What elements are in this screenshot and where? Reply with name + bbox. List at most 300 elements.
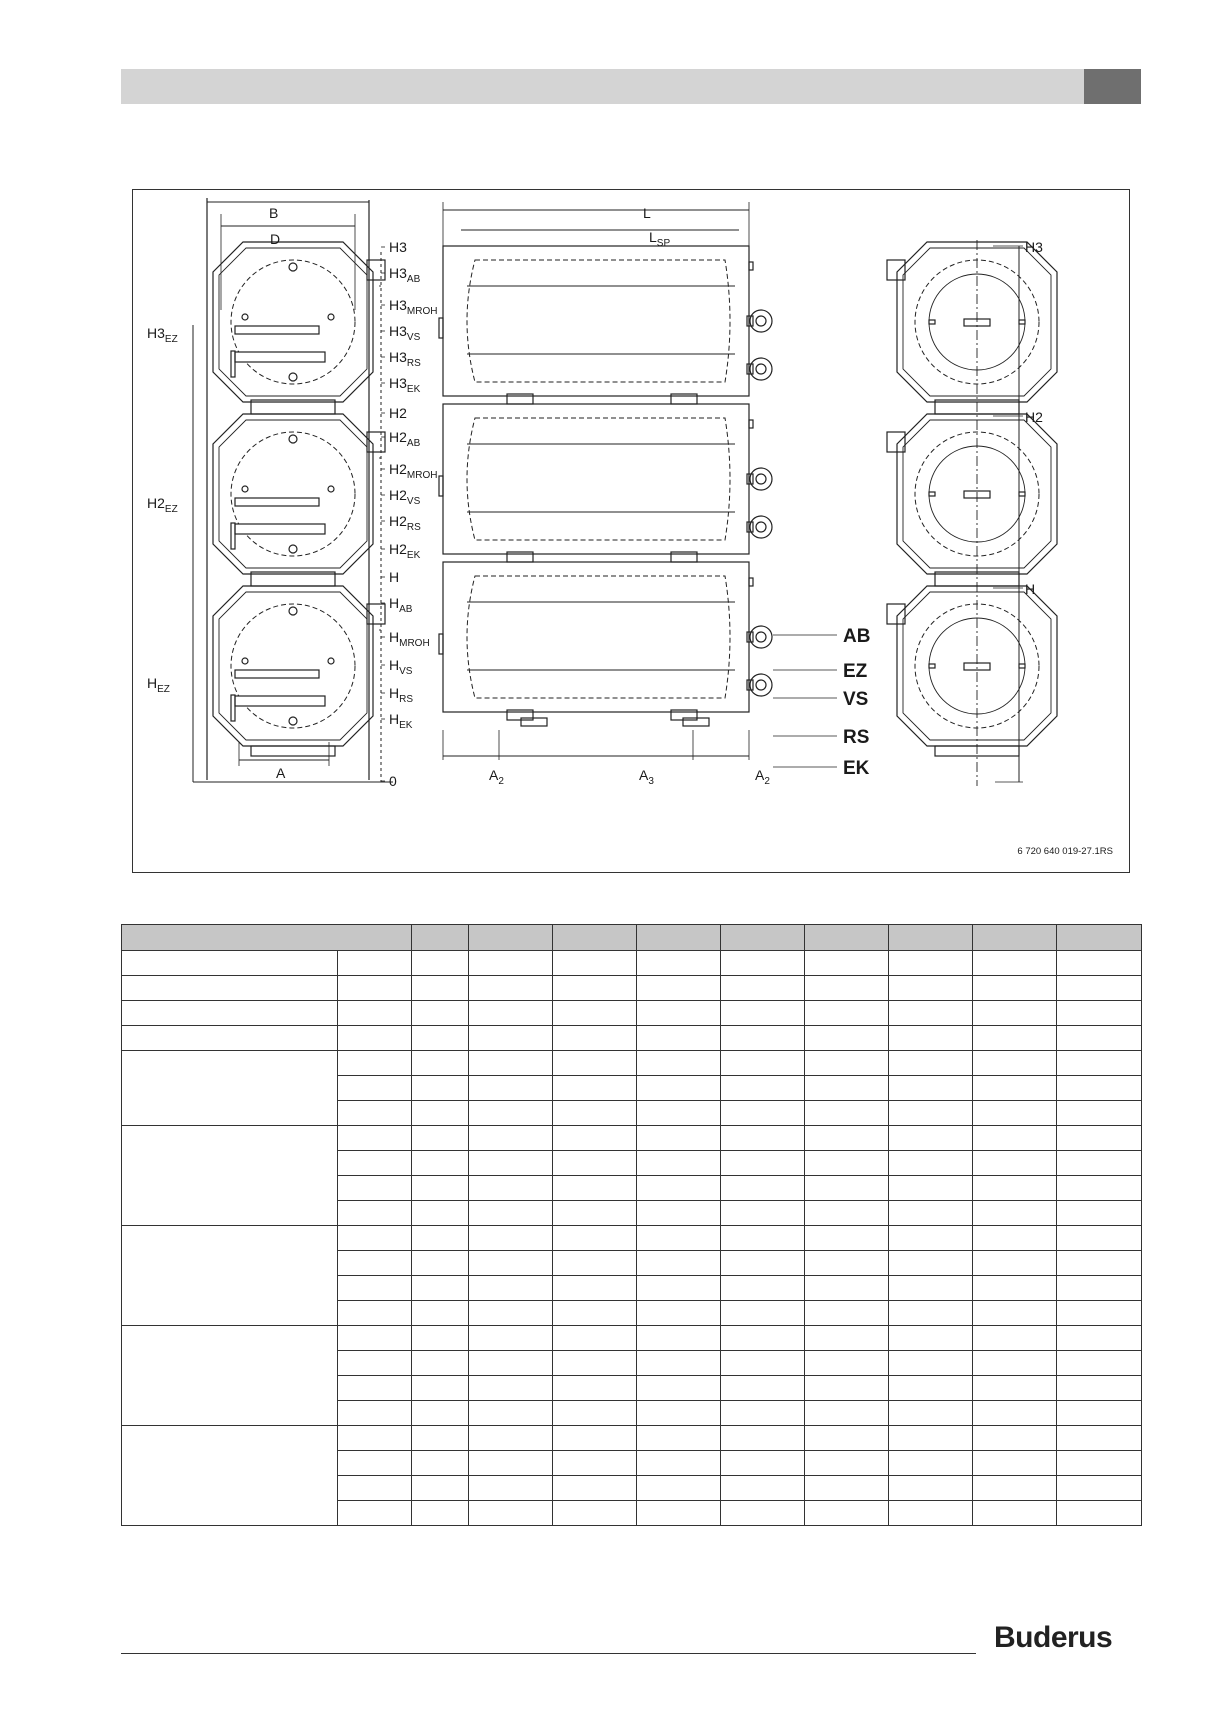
value-cell (553, 1376, 637, 1401)
value-cell (412, 1126, 469, 1151)
dimension-label-height: $H2_{RS}$ (389, 513, 421, 533)
value-cell (469, 1476, 553, 1501)
value-cell (637, 1401, 721, 1426)
value-cell (469, 1151, 553, 1176)
value-cell (637, 1451, 721, 1476)
value-cell (721, 1151, 805, 1176)
value-cell (338, 1026, 412, 1051)
value-cell (412, 1476, 469, 1501)
value-cell (805, 1076, 889, 1101)
dimension-label-height: $H_{MROH}$ (389, 629, 430, 649)
header-cell (553, 925, 637, 951)
value-cell (637, 1101, 721, 1126)
value-cell (973, 1451, 1057, 1476)
value-cell (721, 1476, 805, 1501)
value-cell (469, 1326, 553, 1351)
dimension-label-height: $H3_{EK}$ (389, 375, 421, 395)
table-row (122, 951, 1142, 976)
value-cell (973, 1201, 1057, 1226)
table-row (122, 1051, 1142, 1076)
value-cell (1057, 1176, 1142, 1201)
value-cell (805, 1476, 889, 1501)
connection-label-ek: EK (843, 758, 870, 779)
value-cell (973, 1501, 1057, 1526)
value-cell (637, 1276, 721, 1301)
value-cell (973, 1301, 1057, 1326)
connection-label-ez: EZ (843, 661, 868, 682)
value-cell (469, 1226, 553, 1251)
value-cell (721, 1426, 805, 1451)
value-cell (721, 1201, 805, 1226)
dimension-label-height: H (389, 569, 400, 585)
connection-label-vs: VS (843, 689, 869, 710)
value-cell (412, 1001, 469, 1026)
value-cell (889, 1451, 973, 1476)
value-cell (469, 1351, 553, 1376)
buderus-logo: Buderus (994, 1621, 1113, 1654)
value-cell (637, 1376, 721, 1401)
value-cell (637, 1001, 721, 1026)
dimension-label-ez: $H2_{EZ}$ (147, 495, 178, 515)
value-cell (469, 1026, 553, 1051)
value-cell (805, 1451, 889, 1476)
dimension-label-height: $H2_{VS}$ (389, 487, 421, 507)
value-cell (973, 1001, 1057, 1026)
value-cell (1057, 1201, 1142, 1226)
value-cell (637, 1126, 721, 1151)
value-cell (973, 1051, 1057, 1076)
table-row (122, 1326, 1142, 1351)
value-cell (469, 951, 553, 976)
row-label-cell (122, 976, 338, 1001)
value-cell (412, 976, 469, 1001)
value-cell (637, 1301, 721, 1326)
value-cell (973, 1401, 1057, 1426)
value-cell (721, 1301, 805, 1326)
value-cell (412, 1501, 469, 1526)
value-cell (889, 1051, 973, 1076)
value-cell (637, 1076, 721, 1101)
value-cell (1057, 1351, 1142, 1376)
value-cell (973, 1426, 1057, 1451)
value-cell (469, 976, 553, 1001)
dimension-label-a: A (276, 765, 286, 781)
value-cell (553, 1351, 637, 1376)
value-cell (412, 1401, 469, 1426)
value-cell (889, 1126, 973, 1151)
value-cell (889, 1351, 973, 1376)
value-cell (637, 1151, 721, 1176)
value-cell (338, 1376, 412, 1401)
value-cell (721, 1001, 805, 1026)
value-cell (805, 1201, 889, 1226)
value-cell (805, 1026, 889, 1051)
value-cell (1057, 1451, 1142, 1476)
value-cell (553, 1451, 637, 1476)
value-cell (553, 1151, 637, 1176)
value-cell (412, 1251, 469, 1276)
dimension-label-foot: $A_2$ (489, 767, 504, 787)
value-cell (973, 1226, 1057, 1251)
row-label-cell (122, 1426, 338, 1526)
value-cell (805, 1051, 889, 1076)
dimension-drawing (133, 190, 1131, 874)
value-cell (805, 976, 889, 1001)
dimension-label-l: L (643, 205, 651, 221)
value-cell (1057, 1076, 1142, 1101)
value-cell (721, 1451, 805, 1476)
value-cell (1057, 1026, 1142, 1051)
header-cell (805, 925, 889, 951)
value-cell (637, 1051, 721, 1076)
header-cell (721, 925, 805, 951)
value-cell (805, 1151, 889, 1176)
figure-code: 6 720 640 019-27.1RS (1017, 846, 1113, 857)
right-view-height-label: H2 (1025, 409, 1043, 425)
value-cell (805, 1401, 889, 1426)
value-cell (805, 1226, 889, 1251)
value-cell (805, 951, 889, 976)
right-view-height-label: H (1025, 581, 1036, 597)
value-cell (338, 1151, 412, 1176)
value-cell (721, 1351, 805, 1376)
connection-label-ab: AB (843, 626, 871, 647)
value-cell (637, 976, 721, 1001)
value-cell (973, 951, 1057, 976)
value-cell (469, 1126, 553, 1151)
value-cell (805, 1001, 889, 1026)
value-cell (637, 1176, 721, 1201)
dimension-figure (132, 189, 1130, 873)
value-cell (1057, 1401, 1142, 1426)
value-cell (973, 1176, 1057, 1201)
value-cell (1057, 1126, 1142, 1151)
value-cell (973, 1326, 1057, 1351)
value-cell (637, 1351, 721, 1376)
value-cell (553, 1251, 637, 1276)
value-cell (338, 1251, 412, 1276)
value-cell (412, 1301, 469, 1326)
header-cell (412, 925, 469, 951)
value-cell (338, 1401, 412, 1426)
header-cell (637, 925, 721, 951)
value-cell (412, 1376, 469, 1401)
value-cell (338, 951, 412, 976)
header-cell (889, 925, 973, 951)
value-cell (553, 1426, 637, 1451)
value-cell (889, 1226, 973, 1251)
table-header-row (122, 925, 1142, 951)
value-cell (469, 1401, 553, 1426)
table-row (122, 1426, 1142, 1451)
value-cell (889, 1176, 973, 1201)
value-cell (338, 1076, 412, 1101)
value-cell (553, 1201, 637, 1226)
value-cell (973, 1101, 1057, 1126)
value-cell (1057, 1101, 1142, 1126)
value-cell (412, 1176, 469, 1201)
value-cell (412, 1151, 469, 1176)
value-cell (1057, 1301, 1142, 1326)
header-cell (973, 925, 1057, 951)
value-cell (338, 1451, 412, 1476)
value-cell (469, 1001, 553, 1026)
header-cell (1057, 925, 1142, 951)
value-cell (338, 1301, 412, 1326)
value-cell (553, 1226, 637, 1251)
header-cell (122, 925, 412, 951)
value-cell (469, 1451, 553, 1476)
dimension-label-lsp: $L_{SP}$ (649, 229, 671, 249)
value-cell (637, 1226, 721, 1251)
value-cell (721, 1326, 805, 1351)
dimension-label-height: $H_{RS}$ (389, 685, 414, 705)
value-cell (889, 1151, 973, 1176)
value-cell (973, 1351, 1057, 1376)
value-cell (338, 1501, 412, 1526)
value-cell (553, 1276, 637, 1301)
dimension-label-height: $H3_{RS}$ (389, 349, 421, 369)
value-cell (553, 1401, 637, 1426)
value-cell (553, 1501, 637, 1526)
value-cell (721, 1026, 805, 1051)
row-label-cell (122, 1026, 338, 1051)
value-cell (469, 1051, 553, 1076)
value-cell (553, 1026, 637, 1051)
value-cell (412, 1051, 469, 1076)
value-cell (412, 1026, 469, 1051)
value-cell (469, 1376, 553, 1401)
header-cell (469, 925, 553, 951)
value-cell (1057, 1226, 1142, 1251)
value-cell (338, 1476, 412, 1501)
value-cell (553, 1051, 637, 1076)
dimension-label-foot: $A_2$ (755, 767, 770, 787)
value-cell (637, 951, 721, 976)
value-cell (412, 1351, 469, 1376)
value-cell (973, 1151, 1057, 1176)
value-cell (721, 1376, 805, 1401)
value-cell (889, 1001, 973, 1026)
dimension-label-height: H2 (389, 405, 407, 421)
row-label-cell (122, 1326, 338, 1426)
value-cell (412, 1101, 469, 1126)
value-cell (469, 1101, 553, 1126)
row-label-cell (122, 1226, 338, 1326)
table-row (122, 1001, 1142, 1026)
value-cell (889, 1076, 973, 1101)
value-cell (412, 1076, 469, 1101)
value-cell (1057, 1151, 1142, 1176)
dimension-label-height: $H_{VS}$ (389, 657, 413, 677)
value-cell (889, 1026, 973, 1051)
value-cell (637, 1476, 721, 1501)
value-cell (637, 1426, 721, 1451)
value-cell (553, 1101, 637, 1126)
value-cell (889, 1301, 973, 1326)
dimension-label-ez: $H_{EZ}$ (147, 675, 170, 695)
value-cell (805, 1251, 889, 1276)
value-cell (637, 1326, 721, 1351)
value-cell (338, 1001, 412, 1026)
row-label-cell (122, 1126, 338, 1226)
value-cell (1057, 1476, 1142, 1501)
table-row (122, 1126, 1142, 1151)
value-cell (805, 1426, 889, 1451)
table-row (122, 1026, 1142, 1051)
value-cell (889, 1501, 973, 1526)
value-cell (412, 1201, 469, 1226)
dimension-label-height: H3 (389, 239, 407, 255)
dimension-label-foot: $A_3$ (639, 767, 654, 787)
value-cell (338, 1226, 412, 1251)
dimension-label-height: $H3_{MROH}$ (389, 297, 438, 317)
value-cell (1057, 976, 1142, 1001)
value-cell (553, 1326, 637, 1351)
value-cell (721, 1251, 805, 1276)
value-cell (973, 1276, 1057, 1301)
value-cell (721, 1176, 805, 1201)
value-cell (1057, 951, 1142, 976)
value-cell (805, 1326, 889, 1351)
dimension-label-height: $H_{AB}$ (389, 595, 413, 615)
value-cell (889, 976, 973, 1001)
value-cell (973, 1026, 1057, 1051)
row-label-cell (122, 1001, 338, 1026)
value-cell (973, 1376, 1057, 1401)
value-cell (338, 976, 412, 1001)
value-cell (721, 1101, 805, 1126)
value-cell (805, 1351, 889, 1376)
value-cell (721, 1051, 805, 1076)
value-cell (1057, 1276, 1142, 1301)
value-cell (805, 1126, 889, 1151)
value-cell (1057, 1001, 1142, 1026)
value-cell (721, 1226, 805, 1251)
value-cell (338, 1176, 412, 1201)
dimension-label-b: B (269, 205, 279, 221)
value-cell (1057, 1376, 1142, 1401)
value-cell (553, 1301, 637, 1326)
value-cell (553, 976, 637, 1001)
dimension-label-height: $H2_{EK}$ (389, 541, 421, 561)
value-cell (973, 1076, 1057, 1101)
dimension-label-height: $H2_{AB}$ (389, 429, 421, 449)
value-cell (973, 976, 1057, 1001)
value-cell (553, 951, 637, 976)
dimension-label-height: $H2_{MROH}$ (389, 461, 438, 481)
value-cell (553, 1176, 637, 1201)
value-cell (805, 1501, 889, 1526)
value-cell (889, 1476, 973, 1501)
value-cell (1057, 1051, 1142, 1076)
value-cell (469, 1301, 553, 1326)
dimension-table (121, 924, 1142, 1526)
value-cell (805, 1101, 889, 1126)
value-cell (469, 1426, 553, 1451)
value-cell (469, 1276, 553, 1301)
row-label-cell (122, 1051, 338, 1126)
header-bar (121, 69, 1084, 104)
value-cell (805, 1301, 889, 1326)
connection-label-rs: RS (843, 727, 870, 748)
value-cell (637, 1251, 721, 1276)
value-cell (973, 1126, 1057, 1151)
value-cell (889, 1101, 973, 1126)
value-cell (637, 1501, 721, 1526)
value-cell (338, 1326, 412, 1351)
value-cell (889, 1201, 973, 1226)
table-row (122, 1226, 1142, 1251)
value-cell (469, 1176, 553, 1201)
value-cell (721, 1501, 805, 1526)
value-cell (338, 1051, 412, 1076)
value-cell (637, 1026, 721, 1051)
value-cell (412, 1226, 469, 1251)
value-cell (889, 1401, 973, 1426)
value-cell (637, 1201, 721, 1226)
value-cell (721, 1126, 805, 1151)
dimension-label-d: D (270, 231, 281, 247)
value-cell (338, 1351, 412, 1376)
value-cell (889, 1251, 973, 1276)
value-cell (338, 1201, 412, 1226)
value-cell (1057, 1426, 1142, 1451)
value-cell (412, 1326, 469, 1351)
value-cell (889, 1276, 973, 1301)
value-cell (469, 1251, 553, 1276)
value-cell (1057, 1501, 1142, 1526)
value-cell (889, 1426, 973, 1451)
value-cell (553, 1476, 637, 1501)
dimension-label-ez: $H3_{EZ}$ (147, 325, 178, 345)
value-cell (553, 1076, 637, 1101)
value-cell (412, 951, 469, 976)
footer-rule (121, 1653, 976, 1654)
value-cell (469, 1201, 553, 1226)
value-cell (889, 951, 973, 976)
value-cell (973, 1476, 1057, 1501)
value-cell (889, 1376, 973, 1401)
value-cell (553, 1126, 637, 1151)
value-cell (338, 1101, 412, 1126)
dimension-label-height: $H_{EK}$ (389, 711, 413, 731)
value-cell (338, 1276, 412, 1301)
value-cell (1057, 1326, 1142, 1351)
value-cell (805, 1376, 889, 1401)
value-cell (412, 1426, 469, 1451)
value-cell (1057, 1251, 1142, 1276)
value-cell (338, 1426, 412, 1451)
value-cell (412, 1451, 469, 1476)
value-cell (338, 1126, 412, 1151)
table-row (122, 976, 1142, 1001)
value-cell (721, 951, 805, 976)
value-cell (553, 1001, 637, 1026)
value-cell (721, 1276, 805, 1301)
value-cell (973, 1251, 1057, 1276)
value-cell (412, 1276, 469, 1301)
chapter-tab (1084, 69, 1141, 104)
dimension-label-height: $H3_{VS}$ (389, 323, 421, 343)
dimension-label-height: $H3_{AB}$ (389, 265, 421, 285)
value-cell (721, 1076, 805, 1101)
value-cell (469, 1501, 553, 1526)
value-cell (805, 1276, 889, 1301)
value-cell (721, 1401, 805, 1426)
value-cell (889, 1326, 973, 1351)
right-view-height-label: H3 (1025, 239, 1043, 255)
